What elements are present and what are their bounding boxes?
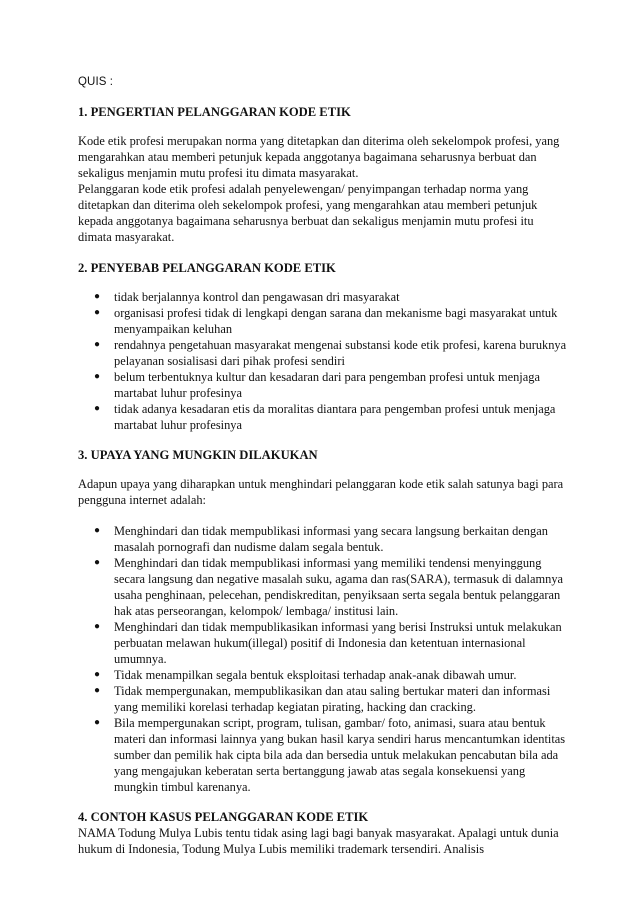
list-item	[78, 369, 570, 401]
list-item	[78, 715, 569, 795]
list-item-text: Menghindari dan tidak mempublikasi informasi yang secara langsung berkaitan dengan masalah pornografi dan nudisme dalam segala bentuk.	[114, 524, 548, 554]
list-item	[78, 401, 570, 433]
list-item-text: rendahnya pengetahuan masyarakat mengenai substansi kode etik profesi, karena buruknya pelayanan sosialisasi dari pihak profesi sendiri	[114, 338, 567, 368]
list-item	[78, 305, 570, 337]
section-penyebab	[78, 260, 638, 433]
quis-label: QUIS :	[78, 76, 114, 88]
section-2-heading: 2. PENYEBAB PELANGGARAN KODE ETIK	[78, 261, 336, 275]
bullet-icon: ●	[94, 685, 101, 696]
bullet-icon: ●	[94, 717, 101, 728]
section-3-list	[78, 523, 638, 795]
list-item	[78, 683, 569, 715]
list-item-text: tidak berjalannya kontrol dan pengawasan dri masyarakat	[114, 290, 400, 304]
list-item-text: Menghindari dan tidak mempublikasikan informasi yang berisi Instruksi untuk melakukan perbuatan melawan hukum(illegal) positif di Indonesia dan ketentuan internasional umumnya.	[114, 620, 562, 666]
list-item	[78, 337, 570, 369]
section-1-para-1: Kode etik profesi merupakan norma yang ditetapkan dan diterima oleh sekelompok profesi, yang mengarahkan atau memberi petunjuk kepada anggotanya bagaimana seharusnya berbuat dan sekaligus menjamin mutu profesi itu dimata masyarakat.	[78, 134, 560, 180]
list-item-text: tidak adanya kesadaran etis da moralitas diantara para pengemban profesi untuk menjaga martabat luhur profesinya	[114, 402, 556, 432]
list-item	[78, 289, 570, 305]
bullet-icon: ●	[94, 403, 101, 414]
list-item-text: Menghindari dan tidak mempublikasi informasi yang memiliki tendensi menyinggung secara langsung dan negative masalah suku, agama dan ras(SARA), termasuk di dalamnya usaha penghinaan, pelecehan, pendiskreditan, penyiksaan serta segala bentuk pelanggaran hak atas perseorangan, kelompok/ lembaga/ institusi lain.	[114, 556, 564, 618]
list-item	[78, 555, 569, 619]
section-3-heading: 3. UPAYA YANG MUNGKIN DILAKUKAN	[78, 448, 318, 462]
section-upaya	[78, 447, 638, 795]
bullet-icon: ●	[94, 371, 101, 382]
section-4-heading: 4. CONTOH KASUS PELANGGARAN KODE ETIK	[78, 810, 369, 824]
list-item-text: organisasi profesi tidak di lengkapi dengan sarana dan mekanisme bagi masyarakat untuk menyampaikan keluhan	[114, 306, 558, 336]
bullet-icon: ●	[94, 339, 101, 350]
section-1-body	[78, 133, 638, 245]
list-item	[78, 523, 569, 555]
bullet-icon: ●	[94, 307, 101, 318]
list-item-text: Tidak mempergunakan, mempublikasikan dan atau saling bertukar materi dan informasi yang memiliki korelasi terhadap kegiatan pirating, hacking dan cracking.	[114, 684, 551, 714]
section-3-intro: Adapun upaya yang diharapkan untuk menghindari pelanggaran kode etik salah satunya bagi para pengguna internet adalah:	[78, 477, 564, 507]
bullet-icon: ●	[94, 525, 101, 536]
section-2-list	[78, 289, 638, 433]
section-4-para: NAMA Todung Mulya Lubis tentu tidak asing lagi bagi banyak masyarakat. Apalagi untuk dunia hukum di Indonesia, Todung Mulya Lubis memiliki trademark tersendiri. Analisis	[78, 826, 559, 856]
bullet-icon: ●	[94, 557, 101, 568]
bullet-icon: ●	[94, 291, 101, 302]
list-item	[78, 667, 569, 683]
section-contoh-kasus	[78, 809, 638, 857]
section-1-heading: 1. PENGERTIAN PELANGGARAN KODE ETIK	[78, 105, 351, 119]
section-pengertian	[78, 104, 638, 245]
list-item-text: Tidak menampilkan segala bentuk eksploitasi terhadap anak-anak dibawah umur.	[114, 668, 517, 682]
list-item	[78, 619, 569, 667]
list-item-text: Bila mempergunakan script, program, tulisan, gambar/ foto, animasi, suara atau bentuk materi dan informasi lainnya yang bukan hasil karya sendiri harus mencantumkan identitas sumber dan pemilik hak cipta bila ada dan bersedia untuk melakukan pencabutan bila ada yang mengajukan keberatan serta bertanggung jawab atas segala konsekuensi yang mungkin timbul karenanya.	[114, 716, 566, 794]
section-1-para-2: Pelanggaran kode etik profesi adalah penyelewengan/ penyimpangan terhadap norma yang ditetapkan dan diterima oleh sekelompok profesi, yang mengarahkan atau memberi petunjuk kepada anggotanya bagaimana seharusnya berbuat dan sekaligus menjamin mutu profesi itu dimata masyarakat.	[78, 182, 538, 244]
list-item-text: belum terbentuknya kultur dan kesadaran dari para pengemban profesi untuk menjaga martabat luhur profesinya	[114, 370, 540, 400]
bullet-icon: ●	[94, 669, 101, 680]
bullet-icon: ●	[94, 621, 101, 632]
